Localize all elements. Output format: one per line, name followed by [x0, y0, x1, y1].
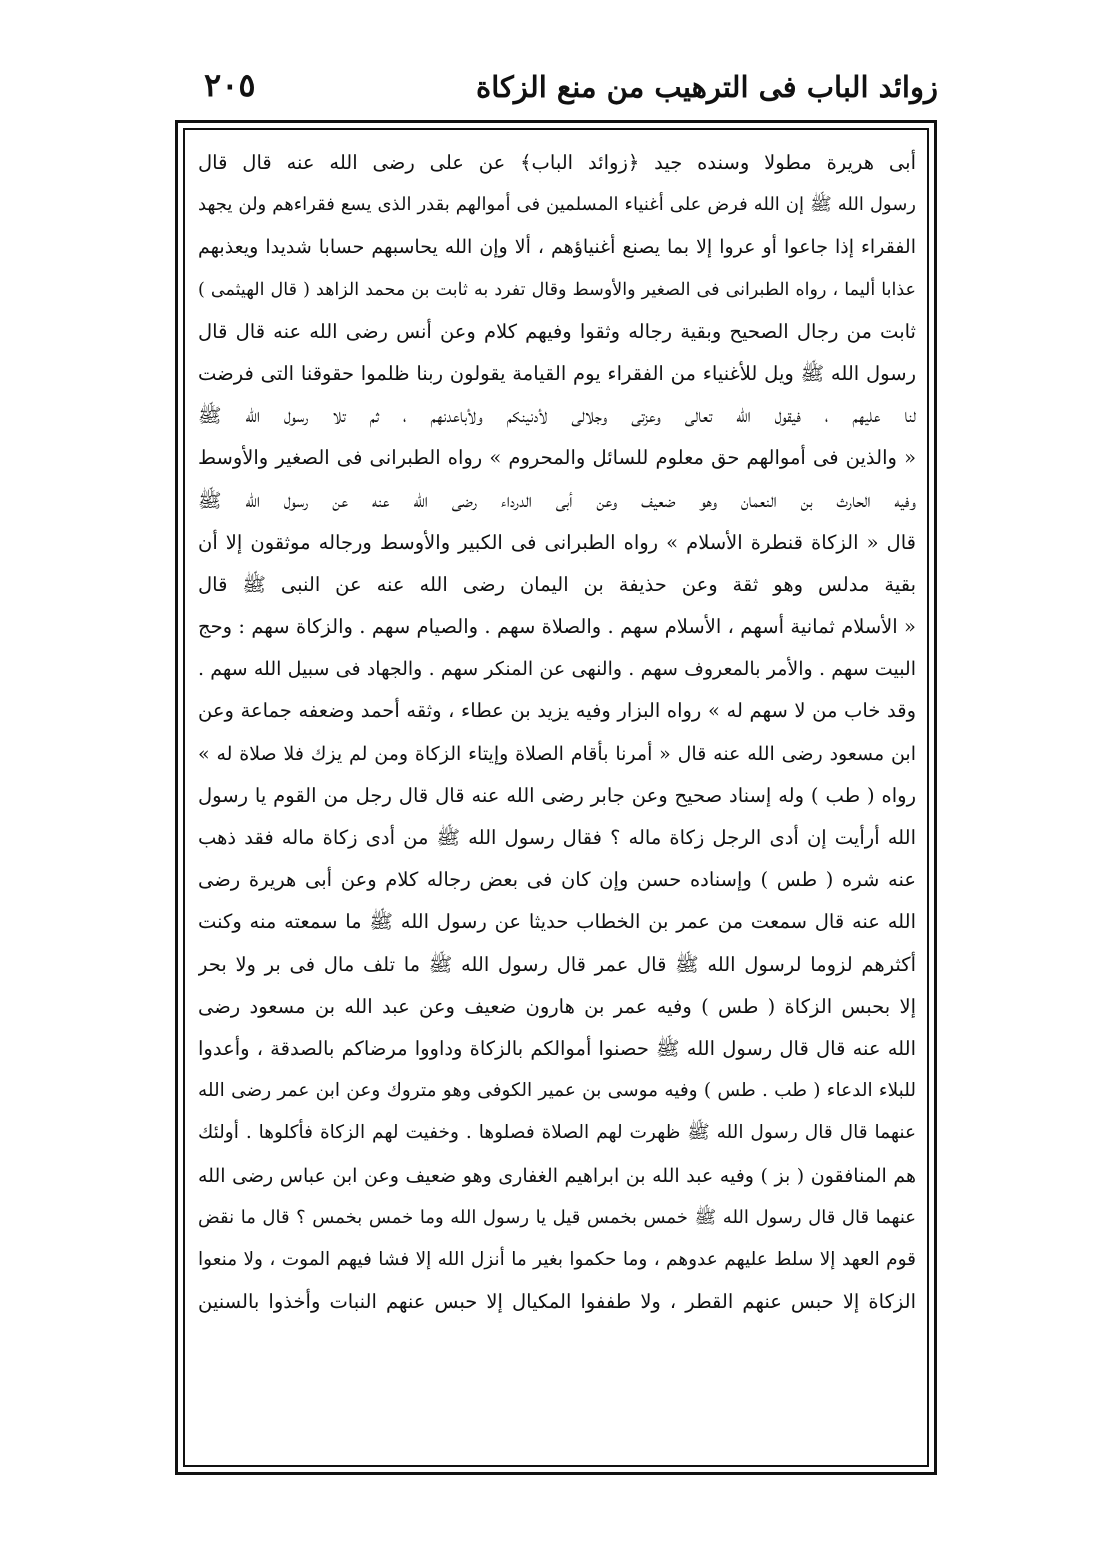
text-line: الله أرأيت إن أدى الرجل زكاة ماله ؟ فقال رسول الله ﷺ من أدى زكاة ماله فقد ذهب — [198, 826, 916, 849]
text-line: ثابت من رجال الصحيح وبقية رجاله وثقوا وفيهم كلام وعن أنس رضى الله عنه قال قال — [198, 319, 916, 343]
text-line: رسول الله ﷺ ويل للأغنياء من الفقراء يوم القيامة يقولون ربنا ظلموا حقوقنا التى فرضت — [198, 361, 916, 385]
text-line: الله عنه قال قال رسول الله ﷺ حصنوا أموالكم بالزكاة وداووا مرضاكم بالصدقة ، وأعدوا — [198, 1036, 916, 1060]
text-line: الفقراء إذا جاعوا أو عروا إلا بما يصنع أغنياؤهم ، ألا وإن الله يحاسبهم حسابا شديدا ويعذبهم — [198, 236, 916, 259]
text-line: « الأسلام ثمانية أسهم ، الأسلام سهم . والصلاة سهم . والصيام سهم . والزكاة سهم : وحج — [198, 615, 916, 639]
text-line: أكثرهم لزوما لرسول الله ﷺ قال عمر قال رسول الله ﷺ ما تلف مال فى بر ولا بحر — [198, 952, 916, 976]
text-line: بقية مدلس وهو ثقة وعن حذيفة بن اليمان رضى الله عنه عن النبى ﷺ قال — [198, 572, 916, 596]
text-line: الزكاة إلا حبس عنهم القطر ، ولا طففوا المكيال إلا حبس عنهم النبات وأخذوا بالسنين — [198, 1290, 916, 1314]
text-line: للبلاء الدعاء ( طب . طس ) وفيه موسى بن عمير الكوفى وهو متروك وعن ابن عمر رضى الله — [198, 1080, 916, 1102]
text-line: إلا بحبس الزكاة ( طس ) وفيه عمر بن هارون ضعيف وعن عبد الله بن مسعود رضى — [198, 994, 916, 1018]
text-line: عذابا أليما ، رواه الطبرانى فى الصغير والأوسط وقال تفرد به ثابت بن محمد الزاهد ( قال الهيثمى ) — [198, 279, 916, 300]
body-text — [198, 142, 916, 1323]
text-line: عنهما قال قال رسول الله ﷺ ظهرت لهم الصلاة فصلوها . وخفيت لهم الزكاة فأكلوها . أولئك — [198, 1122, 916, 1144]
text-line: عنه شره ( طس ) وإسناده حسن وإن كان فى بعض رجاله كلام وعن أبى هريرة رضى — [198, 868, 916, 892]
text-line: عنهما قال قال رسول الله ﷺ خمس بخمس قيل يا رسول الله وما خمس بخمس ؟ قال ما نقض — [198, 1206, 916, 1228]
text-line: هم المنافقون ( بز ) وفيه عبد الله بن ابراهيم الغفارى وهو ضعيف وعن ابن عباس رضى الله — [198, 1164, 916, 1187]
text-line: وقد خاب من لا سهم له » رواه البزار وفيه يزيد بن عطاء ، وثقه أحمد وضعفه جماعة وعن — [198, 699, 916, 723]
text-line: « والذين فى أموالهم حق معلوم للسائل والمحروم » رواه الطبرانى فى الصغير والأوسط — [198, 446, 916, 470]
text-line: البيت سهم . والأمر بالمعروف سهم . والنهى عن المنكر سهم . والجهاد فى سبيل الله سهم . — [198, 658, 916, 681]
page-header — [178, 62, 938, 118]
text-line: لنا عليهم ، فيقول الله تعالى وعزتى وجلالى لأدنينكم ولأباعدنهم ، ثم تلا رسول الله ﷺ — [198, 404, 916, 428]
running-title: زوائد الباب فى الترهيب من منع الزكاة — [476, 70, 938, 104]
text-line: أبى هريرة مطولا وسنده جيد ﴿زوائد الباب﴾ عن على رضى الله عنه قال قال — [198, 151, 916, 174]
text-line: وفيه الحارث بن النعمان وهو ضعيف وعن أبى الدرداء رضى الله عنه عن رسول الله ﷺ — [198, 488, 916, 512]
text-line: رسول الله ﷺ إن الله فرض على أغنياء المسلمين فى أموالهم بقدر الذى يسع فقراءهم ولن يجهد — [198, 194, 916, 216]
frame-rule-left — [175, 120, 178, 1475]
page-number: ٢٠٥ — [204, 66, 256, 104]
text-line: ابن مسعود رضى الله عنه قال « أمرنا بأقام الصلاة وإيتاء الزكاة ومن لم يزك فلا صلاة له » — [198, 742, 916, 765]
text-line: قوم العهد إلا سلط عليهم عدوهم ، وما حكموا بغير ما أنزل الله إلا فشا فيهم الموت ، ولا منعوا — [198, 1248, 916, 1270]
text-line: رواه ( طب ) وله إسناد صحيح وعن جابر رضى الله عنه قال قال رجل من القوم يا رسول — [198, 783, 916, 807]
frame-rule-right — [934, 120, 937, 1475]
text-line: الله عنه قال سمعت من عمر بن الخطاب حديثا عن رسول الله ﷺ ما سمعته منه وكنت — [198, 910, 916, 934]
text-line: قال « الزكاة قنطرة الأسلام » رواه الطبرانى فى الكبير والأوسط ورجاله موثقون إلا أن — [198, 530, 916, 554]
